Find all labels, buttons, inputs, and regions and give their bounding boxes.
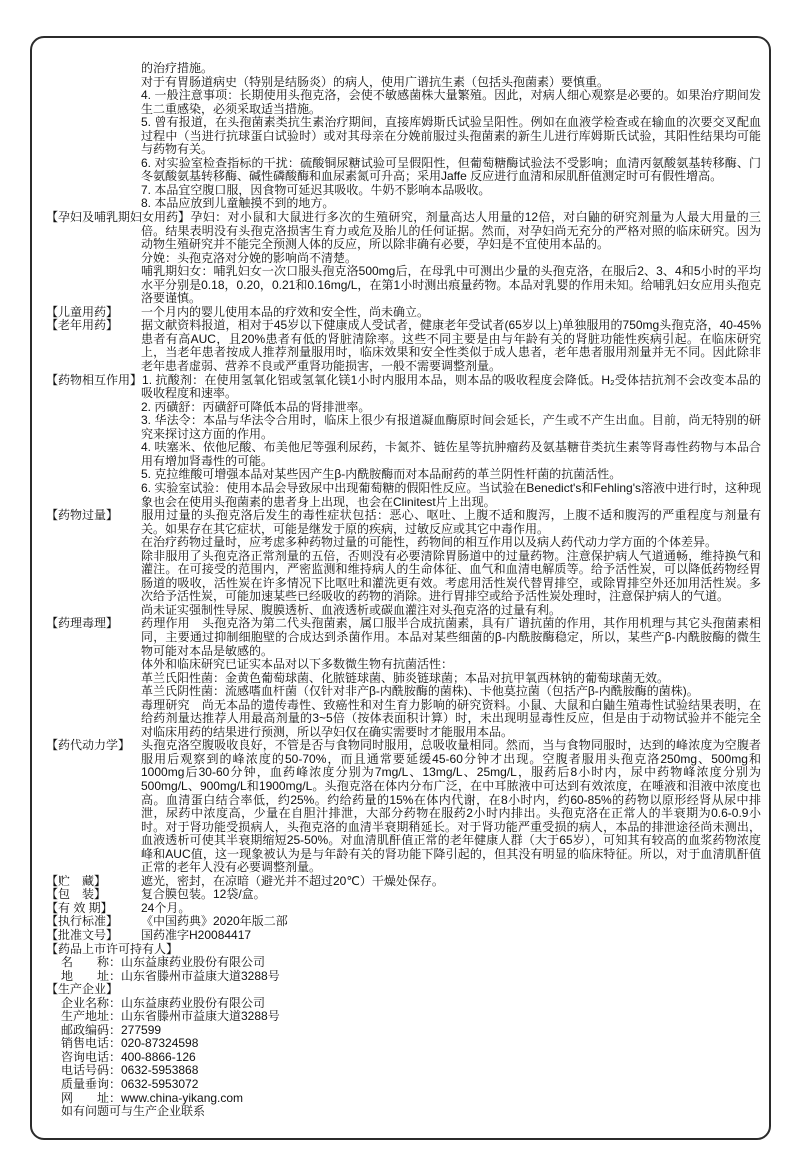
section-label: 【有 效 期】 <box>46 900 113 915</box>
paragraph: 服用过量的头孢克洛后发生的毒性症状包括：恶心、呕吐、上腹不适和腹泻，上腹不适和腹泻的严重程度与剂量有关。如果存在其它症状，可能是继发于原的疾病，过敏反应或其它中毒作用。 <box>141 508 761 536</box>
section-label: 【贮 藏】 <box>46 873 107 888</box>
section <box>46 62 761 211</box>
paragraph: 体外和临床研究已证实本品对以下多数微生物有抗菌活性： <box>141 657 454 672</box>
paragraph: 除非服用了头孢克洛正常剂量的五倍，否则没有必要清除胃肠道中的过量药物。注意保护病人气道通畅，维持换气和灌注。在可接受的范围内，严密监测和维持病人的生命体征、血气和血清电解质等。给予活性炭，可以降低药物经胃肠道的吸收，活性炭在许多情况下比呕吐和灌洗更有效。考虑用活性炭代替胃排空，或除胃排空外还加用活性炭。多次给予活性炭，可能加速某些已经吸收的药物的消除。进行胃排空或给予活性炭处理时，注意保护病人的气道。 <box>141 548 761 604</box>
section <box>46 929 761 943</box>
section-label: 【执行标准】 <box>46 914 119 929</box>
section-label: 【药物过量】 <box>46 508 119 523</box>
paragraph: 3. 华法令：本品与华法令合用时，临床上很少有报道凝血酶原时间会延长，产生或不产生出血。目前，尚无特别的研究来探讨这方面的作用。 <box>141 413 761 441</box>
info-line: 名 称：山东益康药业股份有限公司 <box>61 955 266 970</box>
info-line: 销售电话：020-87324598 <box>61 1036 199 1051</box>
info-line: 质量垂询：0632-5953072 <box>61 1077 199 1092</box>
page-frame <box>30 36 771 1140</box>
paragraph: 革兰氏阳性菌：金黄色葡萄球菌、化脓链球菌、肺炎链球菌；本品对抗甲氧西林钠的葡萄球菌无效。 <box>141 670 670 685</box>
paragraph: 分娩：头孢克洛对分娩的影响尚不清楚。 <box>141 250 358 265</box>
section-label: 【老年用药】 <box>46 318 119 333</box>
section <box>46 211 761 306</box>
info-line: 生产地址：山东省滕州市益康大道3288号 <box>61 1009 280 1024</box>
section-label: 【批准文号】 <box>46 928 119 942</box>
info-line: 网 址：www.china-yikang.com <box>61 1090 244 1105</box>
paragraph: 6. 实验室试验：使用本品会导致尿中出现葡萄糖的假阳性反应。当试验在Benedict's和Fehling's溶液中进行时，这种现象也会在使用头孢菌素的患者身上出现，也会在Clinitest片上出现。 <box>141 480 761 509</box>
paragraph: 《中国药典》2020年版二部 <box>141 914 288 929</box>
paragraph: 对于有胃肠道病史（特别是结肠炎）的病人，使用广谱抗生素（包括头孢菌素）要慎重。 <box>141 74 610 89</box>
paragraph: 5. 曾有报道，在头孢菌素类抗生素治疗期间，直接库姆斯氏试验呈阳性。例如在血液学检查或在输血的次要交叉配血过程中（当进行抗球蛋白试验时）或对其母亲在分娩前服过头孢菌素的新生儿进行库姆斯氏试验，其阳性结果均可能与药物有关。 <box>141 115 761 157</box>
paragraph: 在治疗药物过量时，应考虑多种药物过量的可能性，药物间的相互作用以及病人药代动力学方面的个体差异。 <box>141 535 718 550</box>
paragraph: 1. 抗酸剂：在使用氢氧化铝或氢氧化镁1小时内服用本品，则本品的吸收程度会降低。H₂受体拮抗剂不会改变本品的吸收程度和速率。 <box>141 372 761 401</box>
paragraph: 尚未证实强制性导尿、腹膜透析、血液透析或碳血灌注对头孢克洛的过量有利。 <box>141 602 562 617</box>
section-label: 【药品上市许可持有人】 <box>46 941 179 956</box>
paragraph: 6. 对实验室检查指标的干扰：硫酸铜尿糖试验可呈假阳性，但葡萄糖酶试验法不受影响；血清丙氨酸氨基转移酶、门冬氨酸氨基转移酶、碱性磷酸酶和血尿素氮可升高；采用Jaffe 反应进行血清和尿肌酐值测定时可有假性增高。 <box>141 155 761 184</box>
paragraph: 孕妇：对小鼠和大鼠进行多次的生殖研究，剂量高达人用量的12倍，对白鼬的研究剂量为人最大用量的三倍。结果表明没有头孢克洛损害生育力或危及胎儿的任何证据。然而，对孕妇尚无充分的严格对照的临床研究。因为动物生殖研究并不能完全预测人体的反应，所以除非确有必要，孕妇是不宜使用本品的。 <box>141 210 761 252</box>
section <box>46 617 761 739</box>
section <box>46 915 761 929</box>
info-line: 企业名称：山东益康药业股份有限公司 <box>61 995 266 1010</box>
paragraph: 复合膜包装。12袋/盒。 <box>141 887 266 902</box>
paragraph: 革兰氏阴性菌：流感嗜血杆菌（仅针对非产β-内酰胺酶的菌株)、卡他莫拉菌（包括产β-内酰胺酶的菌株)。 <box>141 684 699 699</box>
section-label: 【药物相互作用】 <box>46 372 143 387</box>
section <box>46 739 761 874</box>
paragraph: 头孢克洛空腹吸收良好，不管是否与食物同时服用，总吸收量相同。然而，当与食物同服时，达到的峰浓度为空腹者服用后观察到的峰浓度的50-70%，而且通常要延缓45-60分钟才出现。空腹者服用头孢克洛250mg、500mg和1000mg后30-60分钟，血药峰浓度分别为7mg/L、13mg/L、25mg/L，服药后8小时内，尿中药物峰浓度分别为500mg/L、900mg/L和1900mg/L。头孢克洛在体内分布广泛，在中耳脓液中可达到有效浓度，在唾液和泪液中浓度也高。血清蛋白结合率低，约25%。约给药量的15%在体内代谢，在8小时内，约60-85%的药物以原形经肾从尿中排泄，尿药中浓度高，少量在自胆汁排泄，大部分药物在服药2小时内排出。头孢克洛在正常人的半衰期为0.6-0.9小时。对于肾功能受损病人，头孢克洛的血清半衰期稍延长。对于肾功能严重受损的病人，本品的排泄途径尚未测出，血液透析可使其半衰期缩短25-50%。对血清肌酐值正常的老年健康人群（大于65岁），可知其有较高的血浆药物浓度峰和AUC值，这一现象被认为是与年龄有关的肾功能下降引起的，但其没有明显的临床特征。所以，对于血清肌酐值正常的老年人没有必要调整剂量。 <box>141 738 761 875</box>
section <box>46 943 761 984</box>
paragraph: 7. 本品宜空腹口服，因食物可延迟其吸收。牛奶不影响本品吸收。 <box>141 182 491 197</box>
section-label: 【药代动力学】 <box>46 738 131 753</box>
section <box>46 374 761 509</box>
paragraph: 毒理研究 尚无本品的遗传毒性、致癌性和对生育力影响的研究资料。小鼠、大鼠和白鼬生殖毒性试验结果表明，在给药剂量达推荐人用最高剂量的3~5倍（按体表面积计算）时，未出现明显毒性反应，但是由于动物试验并不能完全对临床用药的结果进行预测，所以孕妇仅在确实需要时才能服用本品。 <box>141 697 761 739</box>
paragraph: 的治疗措施。 <box>141 61 214 75</box>
section <box>46 983 761 1118</box>
section-label: 【包 装】 <box>46 887 107 902</box>
paragraph: 4. 呋塞米、依他尼酸、布美他尼等强利尿药，卡氮芥、链佐星等抗肿瘤药及氨基糖苷类抗生素等肾毒性药物与本品合用有增加肾毒性的可能。 <box>141 440 761 468</box>
section <box>46 509 761 617</box>
section <box>46 319 761 373</box>
section-label: 【孕妇及哺乳期妇女用药】 <box>46 210 191 225</box>
paragraph: 国药准字H20084417 <box>141 928 252 942</box>
section-label: 【药理毒理】 <box>46 616 119 631</box>
paragraph: 一个月内的婴儿使用本品的疗效和安全性，尚未确立。 <box>141 304 430 319</box>
paragraph: 2. 丙磺舒：丙磺舒可降低本品的肾排泄率。 <box>141 399 371 414</box>
paragraph: 药理作用 头孢克洛为第二代头孢菌素，属口服半合成抗菌素，具有广谱抗菌的作用，其作用机理与其它头孢菌素相同，主要通过抑制细胞壁的合成达到杀菌作用。本品对某些细菌的β-内酰胺酶稳定，所以，某些产β-内酰胺酶的微生物可能对本品是敏感的。 <box>141 616 761 658</box>
section <box>46 888 761 902</box>
info-line: 邮政编码：277599 <box>61 1022 162 1037</box>
info-line: 咨询电话：400-8866-126 <box>61 1049 196 1064</box>
section-label: 【儿童用药】 <box>46 304 119 319</box>
info-line: 如有问题可与生产企业联系 <box>61 1104 206 1119</box>
paragraph: 哺乳期妇女：哺乳妇女一次口服头孢克洛500mg后，在母乳中可测出少量的头孢克洛，在服后2、3、4和5小时的平均水平分别是0.18，0.20，0.21和0.16mg/L，在第1小时测出痕量药物。本品对乳婴的作用未知。给哺乳妇女应用头孢克洛要谨慎。 <box>141 264 761 306</box>
paragraph: 5. 克拉维酸可增强本品对某些因产生β-内酰胺酶而对本品耐药的革兰阴性杆菌的抗菌活性。 <box>141 467 622 482</box>
paragraph: 8. 本品应放到儿童触摸不到的地方。 <box>141 196 335 211</box>
paragraph: 遮光，密封，在凉暗（避光并不超过20℃）干燥处保存。 <box>141 873 444 888</box>
paragraph: 24个月。 <box>141 900 191 915</box>
section-label: 【生产企业】 <box>46 982 119 997</box>
info-line: 地 址：山东省滕州市益康大道3288号 <box>61 968 280 983</box>
paragraph: 据文献资料报道，相对于45岁以下健康成人受试者，健康老年受试者(65岁以上)单独服用的750mg头孢克洛，40-45%患者有高AUC，且20%患者有低的肾脏清除率。这些不同主要是由与年龄有关的肾脏功能性疾病引起。在临床研究上，当老年患者按成人推荐剂量服用时，临床效果和安全性类似于成人患者，老年患者服用剂量并无不同。因此除非老年患者虚弱、营养不良或严重肾功能损害，一般不需要调整剂量。 <box>141 318 761 374</box>
document-content <box>46 62 761 1119</box>
info-line: 电话号码：0632-5953868 <box>61 1063 199 1078</box>
paragraph: 4. 一般注意事项：长期使用头孢克洛，会使不敏感菌株大量繁殖。因此，对病人细心观察是必要的。如果治疗期间发生二重感染，必须采取适当措施。 <box>141 88 761 116</box>
